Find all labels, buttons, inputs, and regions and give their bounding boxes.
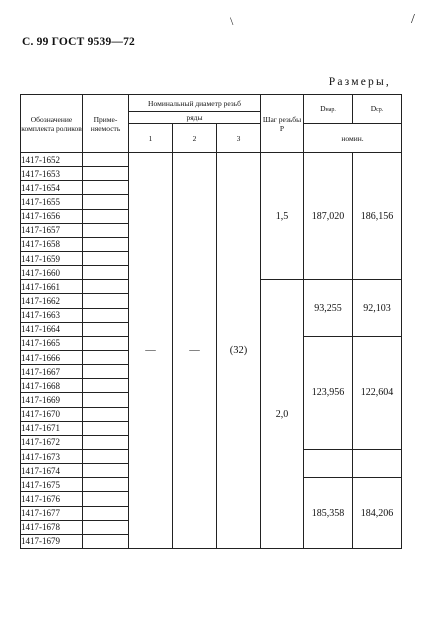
col-header-nominal-diameter: Номинальный диаметр резьб — [129, 95, 261, 112]
d-outer-value: 93,255 — [304, 280, 353, 337]
applicability-cell — [83, 181, 129, 195]
applicability-cell — [83, 280, 129, 294]
applicability-cell — [83, 379, 129, 393]
code-cell: 1417-1674 — [21, 464, 83, 478]
applicability-cell — [83, 153, 129, 167]
code-cell: 1417-1661 — [21, 280, 83, 294]
applicability-cell — [83, 251, 129, 265]
pitch-value: 1,5 — [261, 153, 304, 280]
col-header-row-3: 3 — [217, 124, 261, 153]
d-mean-value: 92,103 — [353, 280, 402, 337]
code-cell: 1417-1671 — [21, 421, 83, 435]
code-cell: 1417-1679 — [21, 534, 83, 548]
code-cell: 1417-1670 — [21, 407, 83, 421]
applicability-cell — [83, 195, 129, 209]
units-label: Размеры, — [328, 76, 391, 88]
code-cell: 1417-1655 — [21, 195, 83, 209]
col-header-rows: ряды — [129, 112, 261, 124]
code-cell: 1417-1652 — [21, 153, 83, 167]
code-cell: 1417-1665 — [21, 336, 83, 350]
d-outer-value: 187,020 — [304, 153, 353, 280]
applicability-cell — [83, 266, 129, 280]
applicability-cell — [83, 393, 129, 407]
col-header-pitch: Шаг резьбы P — [261, 95, 304, 153]
scan-speck: \ — [230, 14, 234, 28]
d-outer-value: 123,956 — [304, 336, 353, 449]
applicability-cell — [83, 167, 129, 181]
d-outer-value — [304, 449, 353, 477]
applicability-cell — [83, 435, 129, 449]
scan-speck: / — [411, 12, 415, 27]
applicability-cell — [83, 223, 129, 237]
applicability-cell — [83, 478, 129, 492]
col-header-applicability: Приме- няемость — [83, 95, 129, 153]
code-cell: 1417-1672 — [21, 435, 83, 449]
d-outer-value: 185,358 — [304, 478, 353, 549]
col-header-d-outer: Dнар. — [304, 95, 353, 124]
applicability-cell — [83, 322, 129, 336]
applicability-cell — [83, 365, 129, 379]
col-header-nominal: номин. — [304, 124, 402, 153]
code-cell: 1417-1673 — [21, 449, 83, 463]
applicability-cell — [83, 407, 129, 421]
code-cell: 1417-1658 — [21, 237, 83, 251]
code-cell: 1417-1664 — [21, 322, 83, 336]
applicability-cell — [83, 506, 129, 520]
page-header: С. 99 ГОСТ 9539—72 — [22, 36, 135, 48]
applicability-cell — [83, 209, 129, 223]
row3-value: (32) — [217, 153, 261, 549]
applicability-cell — [83, 464, 129, 478]
code-cell: 1417-1677 — [21, 506, 83, 520]
applicability-cell — [83, 294, 129, 308]
applicability-cell — [83, 492, 129, 506]
code-cell: 1417-1660 — [21, 266, 83, 280]
code-cell: 1417-1667 — [21, 365, 83, 379]
applicability-cell — [83, 534, 129, 548]
code-cell: 1417-1659 — [21, 251, 83, 265]
applicability-cell — [83, 350, 129, 364]
applicability-cell — [83, 421, 129, 435]
d-mean-value: 122,604 — [353, 336, 402, 449]
col-header-row-2: 2 — [173, 124, 217, 153]
code-cell: 1417-1666 — [21, 350, 83, 364]
code-cell: 1417-1668 — [21, 379, 83, 393]
code-cell: 1417-1653 — [21, 167, 83, 181]
row2-value: — — [173, 153, 217, 549]
col-header-row-1: 1 — [129, 124, 173, 153]
applicability-cell — [83, 237, 129, 251]
d-mean-value — [353, 449, 402, 477]
code-cell: 1417-1657 — [21, 223, 83, 237]
col-header-designation: Обозначение комплекта роликов — [21, 95, 83, 153]
code-cell: 1417-1676 — [21, 492, 83, 506]
code-cell: 1417-1678 — [21, 520, 83, 534]
applicability-cell — [83, 308, 129, 322]
row1-value: — — [129, 153, 173, 549]
col-header-d-mean: Dср. — [353, 95, 402, 124]
applicability-cell — [83, 449, 129, 463]
code-cell: 1417-1675 — [21, 478, 83, 492]
code-cell: 1417-1654 — [21, 181, 83, 195]
d-mean-value: 184,206 — [353, 478, 402, 549]
spec-table — [20, 94, 402, 549]
code-cell: 1417-1662 — [21, 294, 83, 308]
d-mean-value: 186,156 — [353, 153, 402, 280]
code-cell: 1417-1663 — [21, 308, 83, 322]
code-cell: 1417-1656 — [21, 209, 83, 223]
code-cell: 1417-1669 — [21, 393, 83, 407]
applicability-cell — [83, 520, 129, 534]
applicability-cell — [83, 336, 129, 350]
pitch-value: 2,0 — [261, 280, 304, 549]
